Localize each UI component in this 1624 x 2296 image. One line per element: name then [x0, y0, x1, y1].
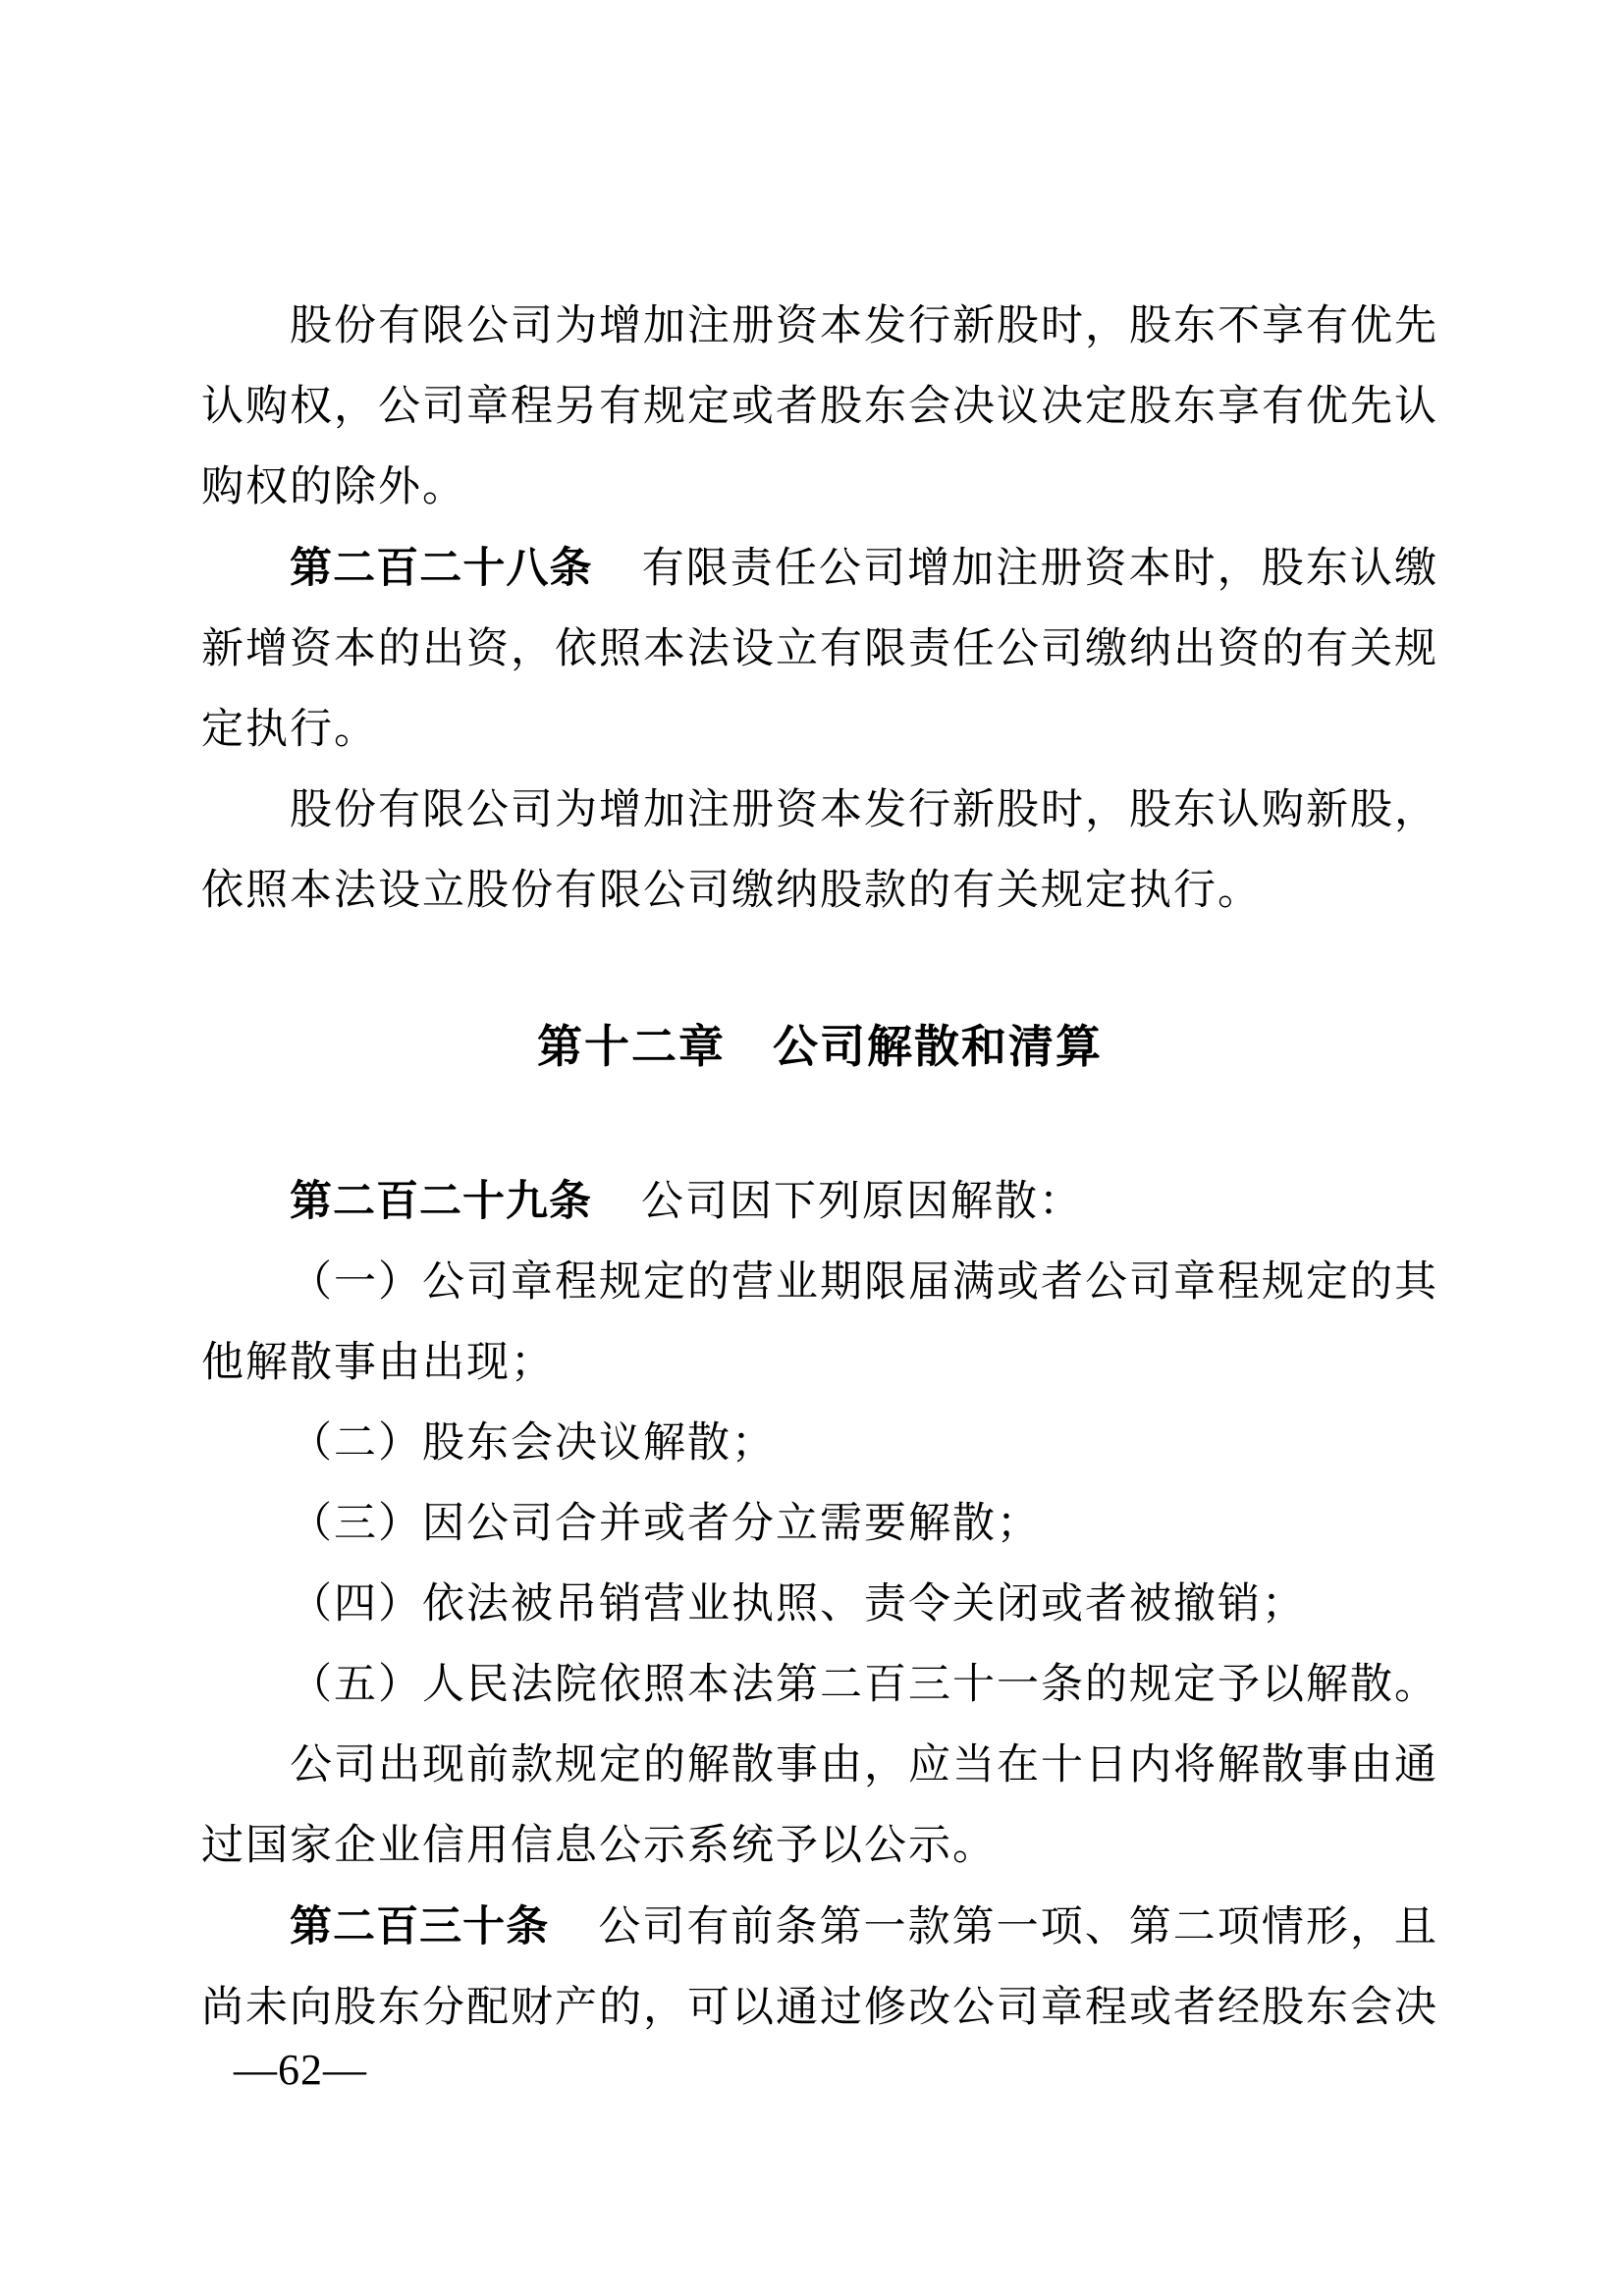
article-text: 公司因下列原因解散： — [641, 1179, 1083, 1225]
paragraph — [201, 1726, 1438, 1887]
article-number: 第二百二十八条 — [290, 545, 593, 592]
article-number: 第二百三十条 — [290, 1903, 550, 1950]
paragraph — [201, 1404, 1438, 1484]
paragraph — [201, 1243, 1438, 1404]
page-number: —62— — [234, 2046, 367, 2094]
text-line — [201, 1887, 1438, 1968]
text-line: 尚未向股东分配财产的，可以通过修改公司章程或者经股东会决 — [201, 1985, 1438, 2031]
text-line: （二）股东会决议解散； — [290, 1420, 776, 1467]
document-body — [201, 287, 1438, 2049]
text-line: 股份有限公司为增加注册资本发行新股时，股东不享有优先 — [290, 303, 1438, 349]
text-line: 依照本法设立股份有限公司缴纳股款的有关规定执行。 — [201, 868, 1262, 914]
article-number: 第二百二十九条 — [290, 1178, 592, 1225]
text-line: 新增资本的出资，依照本法设立有限责任公司缴纳出资的有关规 — [201, 626, 1438, 672]
text-line: 他解散事由出现； — [201, 1340, 555, 1386]
text-line — [201, 1161, 1438, 1243]
paragraph — [201, 771, 1438, 932]
text-line: 公司出现前款规定的解散事由，应当在十日内将解散事由通 — [290, 1742, 1438, 1789]
article-text: 公司有前条第一款第一项、第二项情形，且 — [598, 1904, 1438, 1950]
text-line: 股份有限公司为增加注册资本发行新股时，股东认购新股， — [290, 787, 1438, 833]
paragraph — [201, 1565, 1438, 1645]
text-line: （一）公司章程规定的营业期限届满或者公司章程规定的其 — [290, 1259, 1438, 1306]
paragraph — [201, 1645, 1438, 1726]
paragraph — [201, 287, 1438, 528]
paragraph — [201, 1161, 1438, 1243]
article-text: 有限责任公司增加注册资本时，股东认缴 — [641, 546, 1439, 592]
paragraph — [201, 1887, 1438, 2049]
paragraph — [201, 1484, 1438, 1565]
text-line: （四）依法被吊销营业执照、责令关闭或者被撤销； — [290, 1581, 1306, 1628]
text-line: 过国家企业信用信息公示系统予以公示。 — [201, 1823, 997, 1869]
text-line: 购权的除外。 — [201, 464, 466, 510]
text-line: 定执行。 — [201, 707, 378, 753]
paragraph — [201, 528, 1438, 771]
text-line: （三）因公司合并或者分立需要解散； — [290, 1501, 1041, 1547]
text-line: 认购权，公司章程另有规定或者股东会决议决定股东享有优先认 — [201, 384, 1438, 430]
text-line — [201, 528, 1438, 610]
text-line: （五）人民法院依照本法第二百三十一条的规定予以解散。 — [290, 1662, 1438, 1708]
chapter-heading: 第十二章 公司解散和清算 — [537, 1021, 1103, 1072]
